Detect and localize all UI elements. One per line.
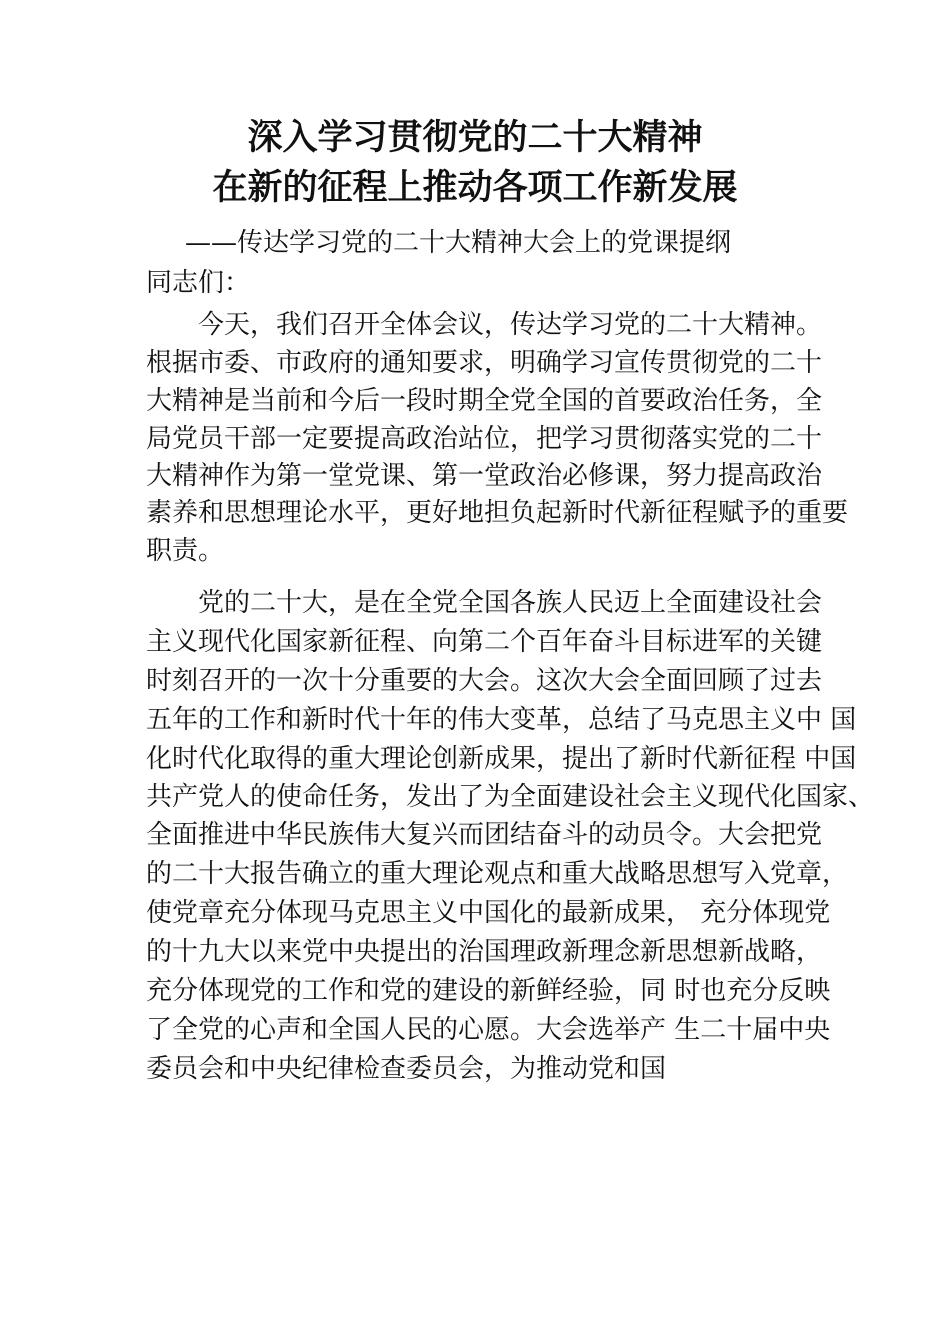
body-line: 主义现代化国家新征程、向第二个百年奋斗目标进军的关键 bbox=[146, 627, 823, 657]
body-line: 的十九大以来党中央提出的治国理政新理念新思想新战略， bbox=[146, 937, 823, 967]
body-line: 根据市委、市政府的通知要求，明确学习宣传贯彻党的二十 bbox=[146, 348, 823, 378]
subtitle: ——传达学习党的二十大精神大会上的党课提纲 bbox=[185, 228, 732, 258]
body-line: 委员会和中央纪律检查委员会，为推动党和国 bbox=[146, 1054, 667, 1084]
body-line: 使党章充分体现马克思主义中国化的最新成果， 充分体现党 bbox=[146, 898, 831, 928]
body-line: 素养和思想理论水平，更好地担负起新时代新征程赋予的重要 bbox=[146, 498, 849, 528]
body-line: 了全党的心声和全国人民的心愿。大会选举产 生二十届中央 bbox=[146, 1015, 831, 1045]
body-line: 大精神是当前和今后一段时期全党全国的首要政治任务，全 bbox=[146, 386, 823, 416]
body-line: 职责。 bbox=[146, 536, 225, 566]
body-line: 局党员干部一定要提高政治站位，把学习贯彻落实党的二十 bbox=[146, 424, 823, 454]
title-line-2: 在新的征程上推动各项工作新发展 bbox=[212, 168, 738, 208]
body-line: 五年的工作和新时代十年的伟大变革，总结了马克思主义中 国 bbox=[146, 705, 857, 735]
body-line: 党的二十大，是在全党全国各族人民迈上全面建设社会 bbox=[146, 588, 823, 618]
body-line: 今天，我们召开全体会议，传达学习党的二十大精神。 bbox=[146, 310, 823, 340]
body-line: 时刻召开的一次十分重要的大会。这次大会全面回顾了过去 bbox=[146, 666, 823, 696]
salutation: 同志们： bbox=[146, 268, 251, 298]
body-line: 化时代化取得的重大理论创新成果，提出了新时代新征程 中国 bbox=[146, 744, 857, 774]
body-line: 全面推进中华民族伟大复兴而团结奋斗的动员令。大会把党 bbox=[146, 820, 823, 850]
body-line: 充分体现党的工作和党的建设的新鲜经验，同 时也充分反映 bbox=[146, 976, 831, 1006]
title-line-1: 深入学习贯彻党的二十大精神 bbox=[247, 118, 703, 158]
body-line: 的二十大报告确立的重大理论观点和重大战略思想写入党章， bbox=[146, 859, 849, 889]
body-line: 共产党人的使命任务，发出了为全面建设社会主义现代化国家、 bbox=[146, 782, 875, 812]
body-line: 大精神作为第一堂党课、第一堂政治必修课，努力提高政治 bbox=[146, 461, 823, 491]
